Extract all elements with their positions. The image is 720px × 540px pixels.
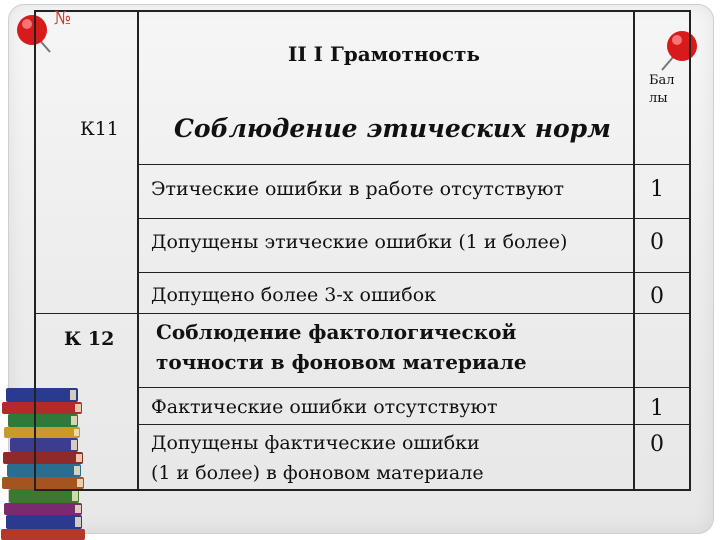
criterion-code-k12: К 12 xyxy=(64,328,115,350)
criterion-title-k11: Соблюдение этических норм xyxy=(174,114,611,143)
row-text-line2: (1 и более) в фоновом материале xyxy=(151,462,484,484)
row-text: Допущено более 3-х ошибок xyxy=(151,284,437,306)
row-score: 1 xyxy=(650,396,664,421)
criterion-code-k11: К11 xyxy=(80,118,119,140)
row-text: Фактические ошибки отсутствуют xyxy=(151,396,498,418)
row-score: 0 xyxy=(650,284,664,309)
criterion-title-k12-line1: Соблюдение фактологической xyxy=(156,320,517,344)
section-title: II I Грамотность xyxy=(288,42,480,66)
corner-number-label: № xyxy=(54,8,72,29)
row-text: Допущены этические ошибки (1 и более) xyxy=(151,231,568,253)
row-text-line1: Допущены фактические ошибки xyxy=(151,432,480,454)
row-text: Этические ошибки в работе отсутствуют xyxy=(151,178,565,200)
row-score: 0 xyxy=(650,230,664,255)
score-column-header: Бал лы xyxy=(649,73,675,106)
row-score: 0 xyxy=(650,432,664,457)
criterion-title-k12-line2: точности в фоновом материале xyxy=(156,350,527,374)
row-score: 1 xyxy=(650,177,664,202)
